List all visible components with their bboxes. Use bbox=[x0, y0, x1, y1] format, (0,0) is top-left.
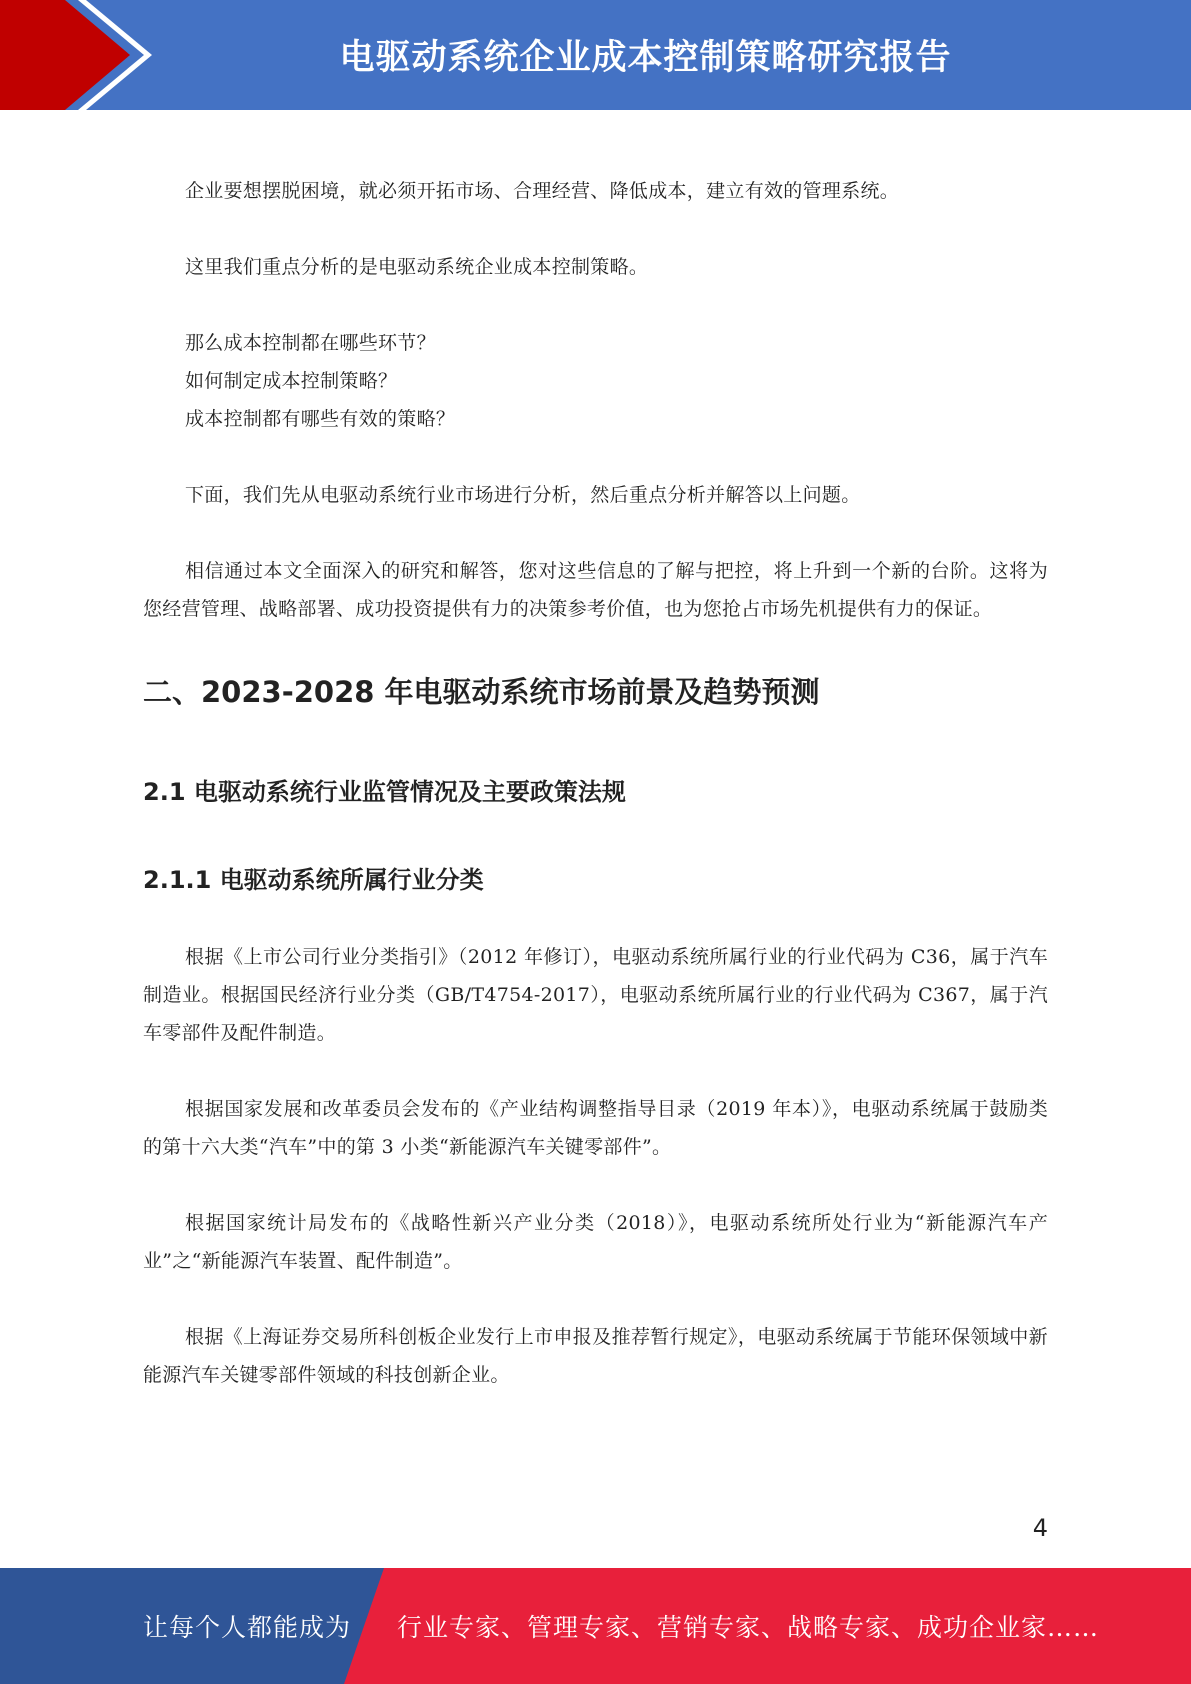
question-3: 成本控制都有哪些有效的策略？ bbox=[185, 408, 456, 430]
paragraph-intro-1: 企业要想摆脱困境，就必须开拓市场、合理经营、降低成本，建立有效的管理系统。 bbox=[185, 180, 900, 202]
subsection-heading-2-1: 2.1 电驱动系统行业监管情况及主要政策法规 bbox=[143, 778, 626, 806]
document-body bbox=[143, 172, 1048, 1432]
subsection-heading-2-1-1: 2.1.1 电驱动系统所属行业分类 bbox=[143, 866, 484, 894]
paragraph-intro-2: 这里我们重点分析的是电驱动系统企业成本控制策略。 bbox=[185, 256, 649, 278]
report-title: 电驱动系统企业成本控制策略研究报告 bbox=[339, 38, 952, 78]
page-footer bbox=[0, 1568, 1191, 1684]
page-number: 4 bbox=[1032, 1514, 1048, 1542]
question-2: 如何制定成本控制策略？ bbox=[185, 370, 398, 392]
question-1: 那么成本控制都在哪些环节？ bbox=[185, 332, 436, 354]
paragraph-classification-2: 根据国家发展和改革委员会发布的《产业结构调整指导目录（2019 年本）》，电驱动系统属于鼓励类的第十六大类“汽车”中的第 3 小类“新能源汽车关键零部件”。 bbox=[143, 1098, 1048, 1158]
paragraph-classification-4: 根据《上海证券交易所科创板企业发行上市申报及推荐暂行规定》，电驱动系统属于节能环保领域中新能源汽车关键零部件领域的科技创新企业。 bbox=[143, 1326, 1048, 1386]
paragraph-classification-3: 根据国家统计局发布的《战略性新兴产业分类（2018）》，电驱动系统所处行业为“新能源汽车产业”之“新能源汽车装置、配件制造”。 bbox=[143, 1212, 1048, 1272]
paragraph-classification-1: 根据《上市公司行业分类指引》（2012 年修订），电驱动系统所属行业的行业代码为 C36，属于汽车制造业。根据国民经济行业分类（GB/T4754-2017），电驱动系统所属行业的行业代码为 C367，属于汽车零部件及配件制造。 bbox=[143, 946, 1048, 1044]
section-heading-2: 二、2023-2028 年电驱动系统市场前景及趋势预测 bbox=[143, 675, 820, 709]
paragraph-value: 相信通过本文全面深入的研究和解答，您对这些信息的了解与把控，将上升到一个新的台阶。这将为您经营管理、战略部署、成功投资提供有力的决策参考价值，也为您抢占市场先机提供有力的保证。 bbox=[143, 560, 1048, 620]
page-header bbox=[0, 0, 1191, 110]
paragraph-analysis: 下面，我们先从电驱动系统行业市场进行分析，然后重点分析并解答以上问题。 bbox=[185, 484, 861, 506]
footer-slogan-right: 行业专家、管理专家、营销专家、战略专家、成功企业家…… bbox=[397, 1613, 1100, 1642]
footer-slogan-left: 让每个人都能成为 bbox=[143, 1613, 352, 1642]
